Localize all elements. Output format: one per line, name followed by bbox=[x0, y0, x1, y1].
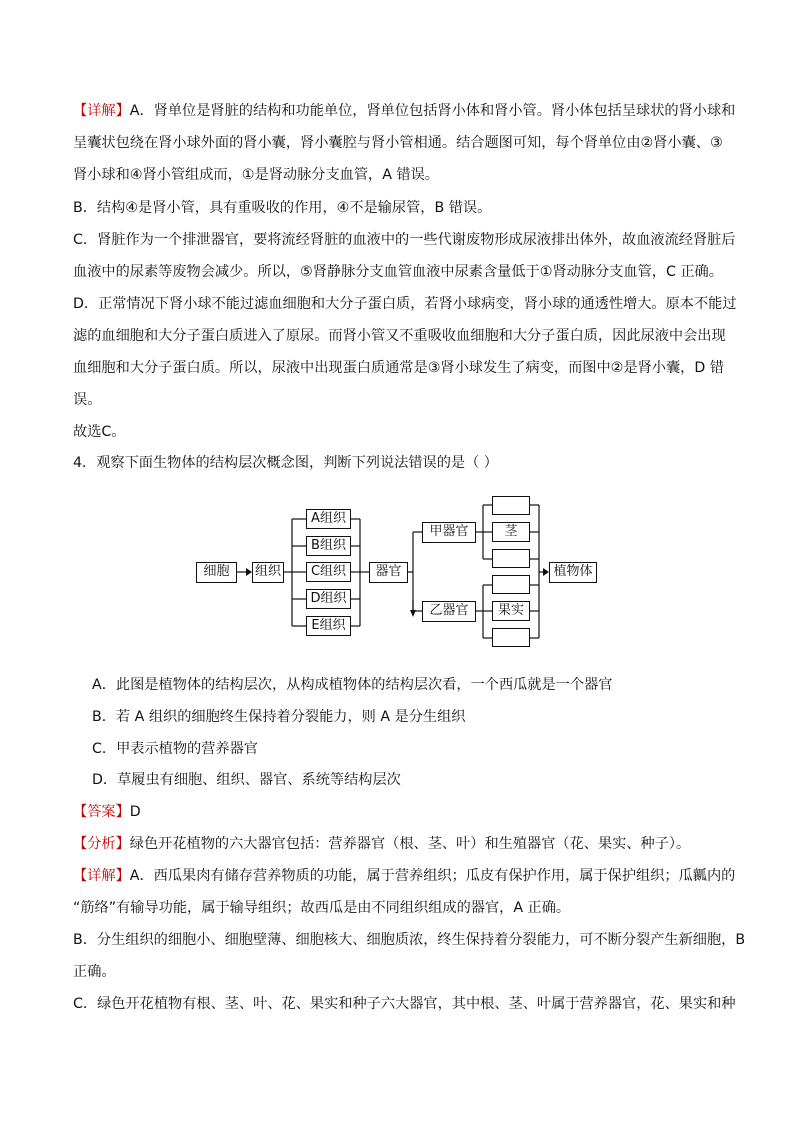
text-span: A．肾单位是肾脏的结构和功能单位，肾单位包括肾小体和肾小管。肾小体包括呈球状的肾小球和 bbox=[129, 103, 736, 119]
explanation-d-line: 血细胞和大分子蛋白质。所以，尿液中出现蛋白质通常是③肾小球发生了病变，而图中②是肾小囊，D 错 bbox=[73, 360, 724, 376]
choice-line: 故选C。 bbox=[73, 424, 126, 440]
answer-line bbox=[73, 802, 141, 822]
answer-value: D bbox=[129, 804, 141, 820]
option-a: A．此图是植物体的结构层次，从构成植物体的结构层次看，一个西瓜就是一个器官 bbox=[92, 677, 613, 693]
analysis-text: 绿色开花植物的六大器官包括：营养器官（根、茎、叶）和生殖器官（花、果实、种子）。 bbox=[129, 836, 691, 852]
option-d: D．草履虫有细胞、组织、器官、系统等结构层次 bbox=[92, 772, 401, 788]
analysis-tag: 【分析】 bbox=[73, 836, 130, 852]
explanation-d-line: D．正常情况下肾小球不能过滤血细胞和大分子蛋白质，若肾小球病变，肾小球的通透性增大。原本不能过 bbox=[73, 296, 737, 312]
detail2-tag: 【详解】 bbox=[73, 868, 130, 884]
explanation-c-line: 血液中的尿素等废物会减少。所以，⑤肾静脉分支血管血液中尿素含量低于①肾动脉分支血管，C 正确。 bbox=[73, 264, 723, 280]
blank-organ-box bbox=[492, 549, 530, 568]
detail-tag: 【详解】 bbox=[73, 103, 130, 119]
plant-box: 植物体 bbox=[549, 562, 597, 583]
fruit-box: 果实 bbox=[492, 601, 530, 621]
cell-box: 细胞 bbox=[196, 562, 237, 583]
blank-organ-box bbox=[492, 575, 530, 594]
organ-yi-box: 乙器官 bbox=[422, 601, 476, 622]
explanation-c-line: C．肾脏作为一个排泄器官，要将流经肾脏的血液中的一些代谢废物形成尿液排出体外，故血液流经肾脏后 bbox=[73, 232, 736, 248]
detail2-line: C．绿色开花植物有根、茎、叶、花、果实和种子六大器官，其中根、茎、叶属于营养器官，花、果实和种 bbox=[73, 996, 736, 1012]
organ-jia-box: 甲器官 bbox=[422, 522, 476, 543]
tissue-e-box: E组织 bbox=[306, 616, 351, 636]
stem-box: 茎 bbox=[492, 522, 530, 542]
detail2-text: A．西瓜果肉有储存营养物质的功能，属于营养组织；瓜皮有保护作用，属于保护组织；瓜瓤内的 bbox=[129, 868, 736, 884]
tissue-b-box: B组织 bbox=[306, 536, 351, 556]
option-c: C．甲表示植物的营养器官 bbox=[92, 741, 258, 757]
explanation-d-line: 误。 bbox=[73, 392, 102, 408]
explanation-b-line: B．结构④是肾小管，具有重吸收的作用，④不是输尿管，B 错误。 bbox=[73, 200, 492, 216]
tissue-box: 组织 bbox=[252, 562, 284, 583]
detail-paragraph-line: 肾小球和④肾小管组成而，①是肾动脉分支血管，A 错误。 bbox=[73, 167, 439, 183]
blank-organ-box bbox=[492, 496, 530, 515]
explanation-d-line: 滤的血细胞和大分子蛋白质进入了原尿。而肾小管又不重吸收血细胞和大分子蛋白质，因此尿液中会出现 bbox=[73, 328, 726, 344]
detail2-line: “筋络”有输导功能，属于输导组织；故西瓜是由不同组织组成的器官，A 正确。 bbox=[73, 900, 571, 916]
organ-box: 器官 bbox=[369, 562, 408, 583]
detail2-line bbox=[73, 866, 735, 886]
question-4-stem: 4．观察下面生物体的结构层次概念图，判断下列说法错误的是（ ） bbox=[73, 455, 498, 471]
blank-organ-box bbox=[492, 628, 530, 647]
answer-tag: 【答案】 bbox=[73, 804, 130, 820]
analysis-line bbox=[73, 834, 690, 854]
detail-paragraph-line: 呈囊状包绕在肾小球外面的肾小囊，肾小囊腔与肾小管相通。结合题图可知，每个肾单位由②肾小囊、③ bbox=[73, 135, 723, 151]
detail2-line: B．分生组织的细胞小、细胞壁薄、细胞核大、细胞质浓，终生保持着分裂能力，可不断分裂产生新细胞，B bbox=[73, 932, 746, 948]
tissue-c-box: C组织 bbox=[306, 562, 351, 582]
tissue-d-box: D组织 bbox=[306, 589, 351, 609]
tissue-a-box: A组织 bbox=[306, 509, 351, 529]
detail2-line: 正确。 bbox=[73, 964, 116, 980]
option-b: B．若 A 组织的细胞终生保持着分裂能力，则 A 是分生组织 bbox=[92, 709, 466, 725]
